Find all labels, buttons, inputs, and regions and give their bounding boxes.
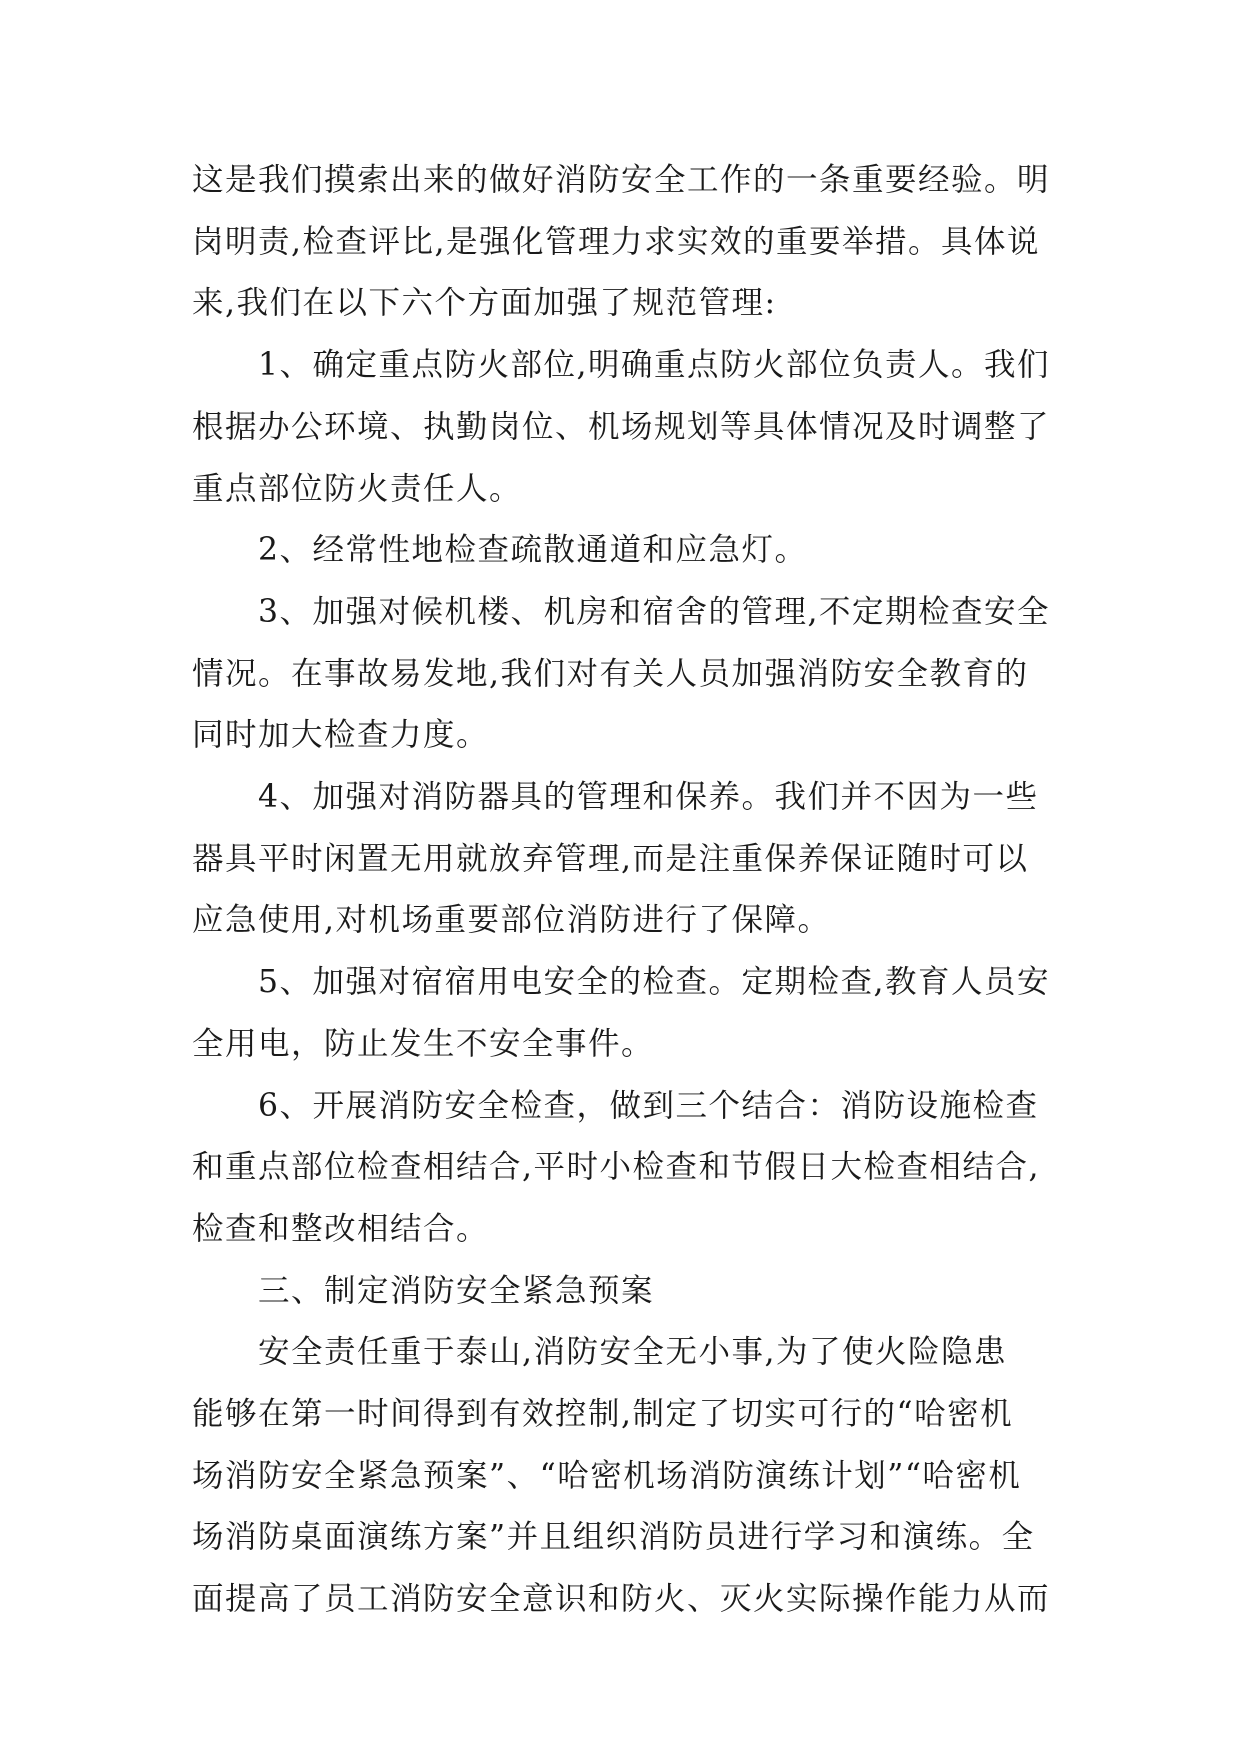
text-line: 场消防桌面演练方案”并且组织消防员进行学习和演练。全 [192, 1519, 1035, 1556]
text-line: 全用电，防止发生不安全事件。 [192, 1025, 655, 1062]
paragraph-item-4 [192, 767, 1052, 952]
text-line: 4、加强对消防器具的管理和保养。我们并不因为一些 [258, 779, 1039, 816]
text-line: 情况。在事故易发地,我们对有关人员加强消防安全教育的 [192, 655, 1029, 692]
text-line: 三、制定消防安全紧急预案 [258, 1272, 655, 1309]
text-line: 3、加强对候机楼、机房和宿舍的管理,不定期检查安全 [258, 593, 1051, 630]
text-line: 能够在第一时间得到有效控制,制定了切实可行的“哈密机 [192, 1396, 1014, 1433]
document-body [192, 150, 1052, 1631]
text-line: 器具平时闲置无用就放弃管理,而是注重保养保证随时可以 [192, 840, 1029, 877]
paragraph-item-2 [192, 520, 1052, 582]
text-line: 重点部位防火责任人。 [192, 470, 523, 507]
text-line: 岗明责,检查评比,是强化管理力求实效的重要举措。具体说 [192, 223, 1041, 260]
paragraph-item-5 [192, 952, 1052, 1075]
paragraph-section-3-body [192, 1322, 1052, 1631]
text-line: 1、确定重点防火部位,明确重点防火部位负责人。我们 [258, 347, 1051, 384]
text-line: 和重点部位检查相结合,平时小检查和节假日大检查相结合, [192, 1149, 1041, 1186]
text-line: 来,我们在以下六个方面加强了规范管理: [192, 285, 777, 322]
text-line: 根据办公环境、执勤岗位、机场规划等具体情况及时调整了 [192, 408, 1051, 445]
text-line: 安全责任重于泰山,消防安全无小事,为了使火险隐患 [258, 1334, 1008, 1371]
text-line: 2、经常性地检查疏散通道和应急灯。 [258, 532, 808, 569]
paragraph-item-3 [192, 582, 1052, 767]
text-line: 面提高了员工消防安全意识和防火、灭火实际操作能力从而 [192, 1581, 1051, 1618]
text-line: 6、开展消防安全检查，做到三个结合：消防设施检查 [258, 1087, 1039, 1124]
paragraph-heading-3 [192, 1261, 1052, 1323]
text-line: 场消防安全紧急预案”、“哈密机场消防演练计划”“哈密机 [192, 1457, 1022, 1494]
paragraph-item-6 [192, 1076, 1052, 1261]
paragraph-item-1 [192, 335, 1052, 520]
text-line: 应急使用,对机场重要部位消防进行了保障。 [192, 902, 831, 939]
text-line: 这是我们摸索出来的做好消防安全工作的一条重要经验。明 [192, 162, 1051, 198]
text-line: 同时加大检查力度。 [192, 717, 490, 754]
text-line: 检查和整改相结合。 [192, 1210, 490, 1247]
paragraph-intro [192, 150, 1052, 335]
text-line: 5、加强对宿宿用电安全的检查。定期检查,教育人员安 [258, 964, 1051, 1001]
